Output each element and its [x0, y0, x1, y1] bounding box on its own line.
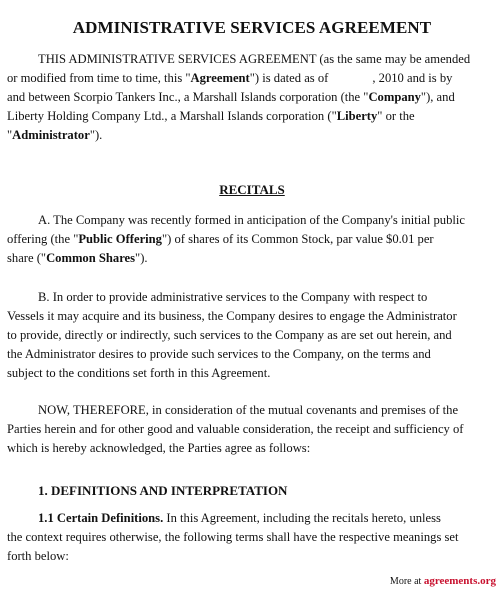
recital-b-paragraph: B. In order to provide administrative services to the Company with respect to Vessels it may acquire and its business, the Company desires to engage the Administrator to provide, directly or indirectly, such services to the Company as are set out herein, and the Administrator desires to provide such services to the Company, on the terms and subject to the conditions set forth in this Agreement.	[7, 290, 457, 380]
intro-line-1	[7, 50, 493, 69]
defined-term-public-offering: Public Offering	[78, 232, 162, 246]
footer-prefix: More at	[389, 576, 424, 587]
intro-line-4: Liberty Holding Company Ltd., a Marshall Islands corporation ("Liberty" or the	[7, 109, 415, 123]
defined-term-agreement: Agreement	[190, 71, 250, 85]
now-therefore-paragraph: NOW, THEREFORE, in consideration of the mutual covenants and premises of the Parties herein and for other good and valuable consideration, the receipt and sufficiency of which is hereby acknowledged, the Parties agree as follows:	[7, 403, 464, 455]
intro-line-2: or modified from time to time, this "Agreement") is dated as of , 2010 and is by	[7, 71, 453, 85]
recital-a-paragraph: A. The Company was recently formed in anticipation of the Company's initial public offering (the "Public Offering") of shares of its Common Stock, par value $0.01 per share ("Common Shares").	[7, 213, 465, 265]
intro-text-1: THIS ADMINISTRATIVE SERVICES AGREEMENT (as the same may be amended	[38, 52, 471, 66]
intro-paragraph	[7, 50, 493, 145]
footer-brand-link[interactable]: agreements.org	[423, 575, 496, 587]
footer-credit	[390, 575, 496, 587]
section-1-1-paragraph: 1.1 Certain Definitions. In this Agreement, including the recitals hereto, unless the context requires otherwise, the following terms shall have the respective meanings set forth below:	[7, 511, 459, 563]
defined-term-company: Company	[368, 90, 421, 104]
document-title: ADMINISTRATIVE SERVICES AGREEMENT	[72, 18, 432, 37]
defined-term-administrator: Administrator	[12, 128, 90, 142]
recitals-heading: RECITALS	[219, 182, 285, 197]
defined-term-common-shares: Common Shares	[46, 251, 136, 265]
subsection-title: 1.1 Certain Definitions.	[38, 511, 164, 525]
section-1-heading: 1. DEFINITIONS AND INTERPRETATION	[38, 483, 288, 498]
intro-line-3: and between Scorpio Tankers Inc., a Marshall Islands corporation (the "Company"), and	[7, 90, 455, 104]
defined-term-liberty: Liberty	[336, 109, 378, 123]
intro-line-5: "Administrator").	[7, 128, 103, 142]
